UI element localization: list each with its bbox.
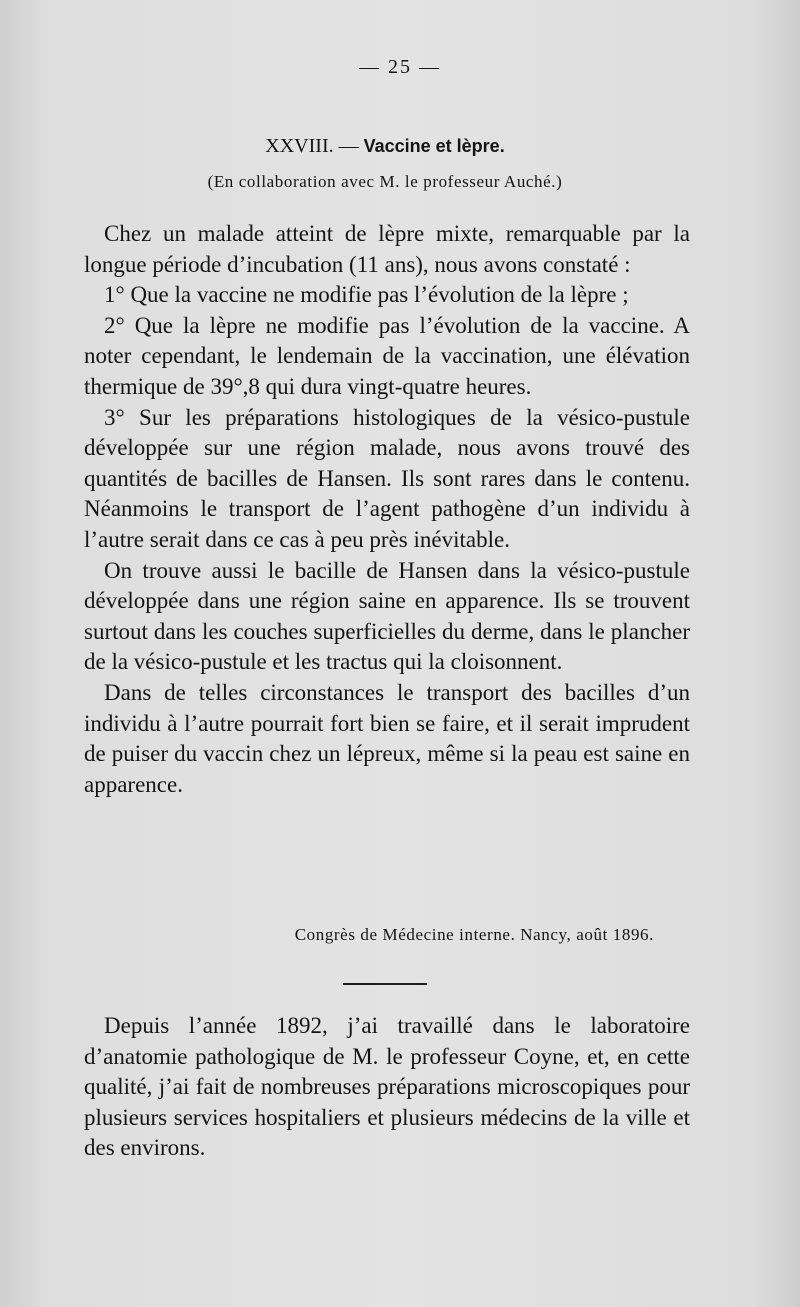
- collaboration-note: (En collaboration avec M. le professeur Auché.): [207, 172, 563, 191]
- paragraph-point-2: 2° Que la lèpre ne modifie pas l’évolution de la vaccine. A noter cependant, le lendemain de la vaccination, une élévation thermique de 39°,8 qui dura vingt-quatre heures.: [84, 312, 690, 399]
- paragraph-intro: Chez un malade atteint de lèpre mixte, remarquable par la longue période d’incubation (11 ans), nous avons constaté :: [84, 221, 690, 277]
- section-title: Vaccine et lèpre.: [363, 136, 505, 156]
- closing-text: [84, 1011, 690, 1164]
- paragraph-point-1: 1° Que la vaccine ne modifie pas l’évolution de la lèpre ;: [104, 282, 629, 308]
- page-number: — 25 —: [359, 56, 441, 78]
- citation: Congrès de Médecine interne. Nancy, août 1896.: [294, 925, 654, 944]
- paragraph-healthy-region: On trouve aussi le bacille de Hansen dans la vésico-pustule développée dans une région saine en apparence. Ils se trouvent surtout dans les couches superficielles du derme, dans le plancher de la vésico-pustule et les tractus qui la cloisonnent.: [84, 557, 690, 675]
- section-divider: [343, 983, 427, 985]
- section-heading: [0, 135, 770, 158]
- main-text: [84, 219, 690, 800]
- paragraph-point-3: 3° Sur les préparations histologiques de la vésico-pustule développée sur une région malade, nous avons trouvé des quantités de bacilles de Hansen. Ils sont rares dans le contenu. Néanmoins le transport de l’agent pathogène d’un individu à l’autre serait dans ce cas à peu près inévitable.: [84, 404, 690, 552]
- paragraph-conclusion: Dans de telles circonstances le transport des bacilles d’un individu à l’autre pourrait fort bien se faire, et il serait imprudent de puiser du vaccin chez un lépreux, même si la peau est saine en apparence.: [84, 679, 690, 797]
- paragraph-closing: Depuis l’année 1892, j’ai travaillé dans le laboratoire d’anatomie pathologique de M. le professeur Coyne, et, en cette qualité, j’ai fait de nombreuses préparations microscopiques pour plusieurs services hospitaliers et plusieurs médecins de la ville et des environs.: [84, 1013, 690, 1161]
- section-number: XXVIII. —: [265, 135, 359, 157]
